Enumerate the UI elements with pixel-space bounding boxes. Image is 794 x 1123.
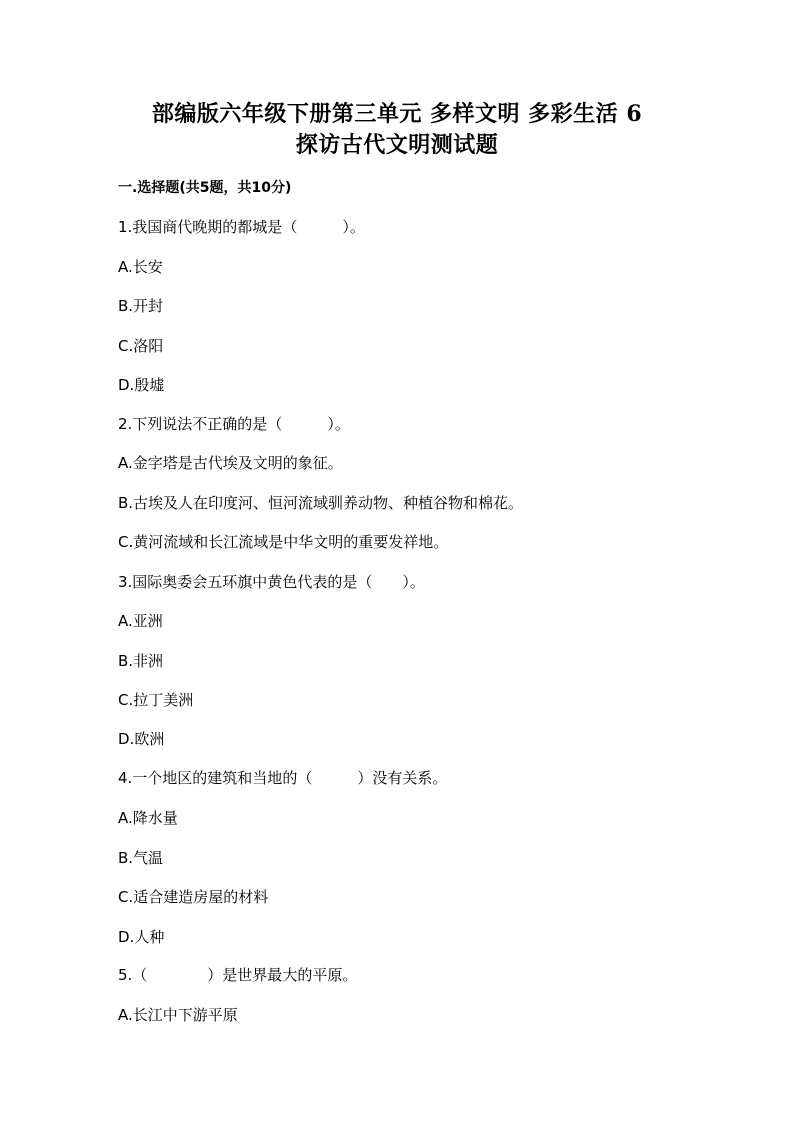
- question-4-option-b: B.气温: [118, 849, 164, 867]
- question-3-option-c: C.拉丁美洲: [118, 691, 194, 709]
- question-3-stem: 3.国际奥委会五环旗中黄色代表的是（ ）。: [118, 573, 425, 591]
- document-title-line-1: 部编版六年级下册第三单元 多样文明 多彩生活 6: [151, 101, 643, 127]
- question-4-option-a: A.降水量: [118, 809, 178, 827]
- question-5-option-a: A.长江中下游平原: [118, 1006, 238, 1024]
- document-title-line-2: 探访古代文明测试题: [295, 132, 499, 158]
- section-heading: 一.选择题(共5题，共10分): [118, 180, 292, 196]
- question-4-option-c: C.适合建造房屋的材料: [118, 888, 269, 906]
- question-1-option-b: B.开封: [118, 297, 164, 315]
- question-2-stem: 2.下列说法不正确的是（ ）。: [118, 415, 350, 433]
- question-1-option-c: C.洛阳: [118, 337, 164, 355]
- question-2-option-b: B.古埃及人在印度河、恒河流域驯养动物、种植谷物和棉花。: [118, 494, 524, 512]
- question-2-option-a: A.金字塔是古代埃及文明的象征。: [118, 454, 343, 472]
- question-3-option-d: D.欧洲: [118, 730, 165, 748]
- question-3-option-a: A.亚洲: [118, 612, 163, 630]
- question-1-option-a: A.长安: [118, 258, 163, 276]
- question-2-option-c: C.黄河流域和长江流域是中华文明的重要发祥地。: [118, 533, 449, 551]
- question-3-option-b: B.非洲: [118, 652, 164, 670]
- question-5-stem: 5.（ ）是世界最大的平原。: [118, 966, 358, 984]
- question-1-stem: 1.我国商代晚期的都城是（ ）。: [118, 218, 365, 236]
- question-1-option-d: D.殷墟: [118, 376, 165, 394]
- question-4-option-d: D.人种: [118, 928, 165, 946]
- question-4-stem: 4.一个地区的建筑和当地的（ ）没有关系。: [118, 769, 448, 787]
